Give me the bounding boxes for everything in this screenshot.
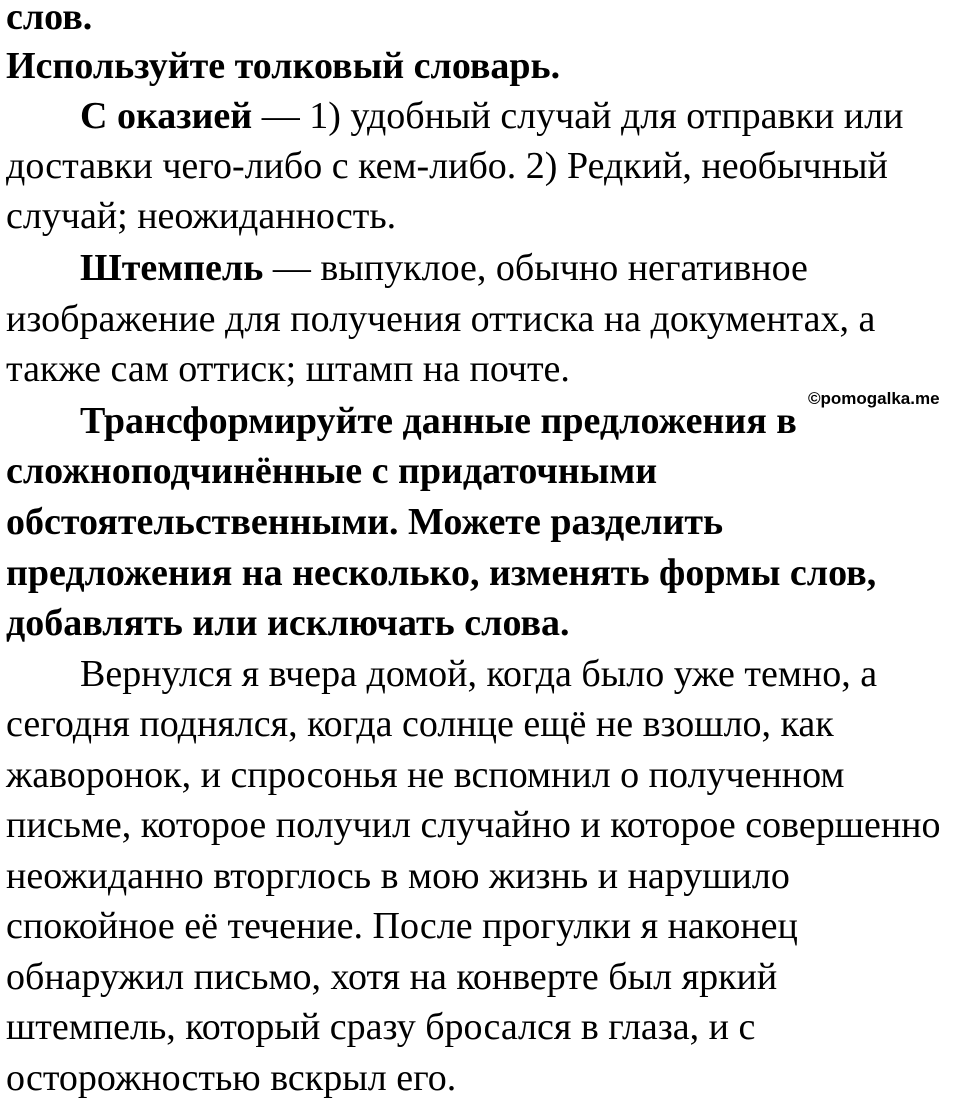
- definition-term: Штемпель: [80, 247, 264, 289]
- passage-line: сегодня поднялся, когда солнце ещё не взошло, как: [6, 703, 834, 745]
- task-instruction: предложения на несколько, изменять формы слов,: [6, 552, 877, 594]
- definition-term: С оказией: [80, 95, 253, 137]
- definition-okaziya: [80, 90, 903, 142]
- definition-text: — 1) удобный случай для отправки или: [252, 95, 904, 137]
- task-instruction: обстоятельственными. Можете разделить: [6, 501, 724, 543]
- passage-line: обнаружил письмо, хотя на конверте был яркий: [6, 956, 778, 998]
- definition-shtempel: [80, 242, 808, 294]
- watermark: ©pomogalka.me: [808, 389, 940, 408]
- passage-line: жаворонок, и спросонья не вспомнил о полученном: [6, 754, 845, 796]
- task-instruction: добавлять или исключать слова.: [6, 602, 570, 644]
- task-instruction: сложноподчинённые с придаточными: [6, 450, 658, 492]
- passage-line: неожиданно вторглось в мою жизнь и нарушило: [6, 855, 790, 897]
- text-line-continuation: слов.: [6, 0, 93, 38]
- definition-line: случай; неожиданность.: [6, 195, 397, 237]
- passage-line: спокойное её течение. После прогулки я наконец: [6, 905, 798, 947]
- passage-line: штемпель, который сразу бросался в глаза, и с: [6, 1006, 756, 1048]
- definition-line: также сам оттиск; штамп на почте.: [6, 348, 570, 390]
- passage-line: Вернулся я вчера домой, когда было уже темно, а: [80, 653, 878, 695]
- definition-text: — выпуклое, обычно негативное: [263, 247, 808, 289]
- definition-line: изображение для получения оттиска на документах, а: [6, 298, 876, 340]
- instruction-dictionary: Используйте толковый словарь.: [6, 45, 561, 87]
- task-instruction: Трансформируйте данные предложения в: [80, 400, 797, 442]
- definition-line: доставки чего-либо с кем-либо. 2) Редкий, необычный: [6, 145, 888, 187]
- passage-line: осторожностью вскрыл его.: [6, 1057, 457, 1099]
- passage-line: письме, которое получил случайно и которое совершенно: [6, 804, 941, 846]
